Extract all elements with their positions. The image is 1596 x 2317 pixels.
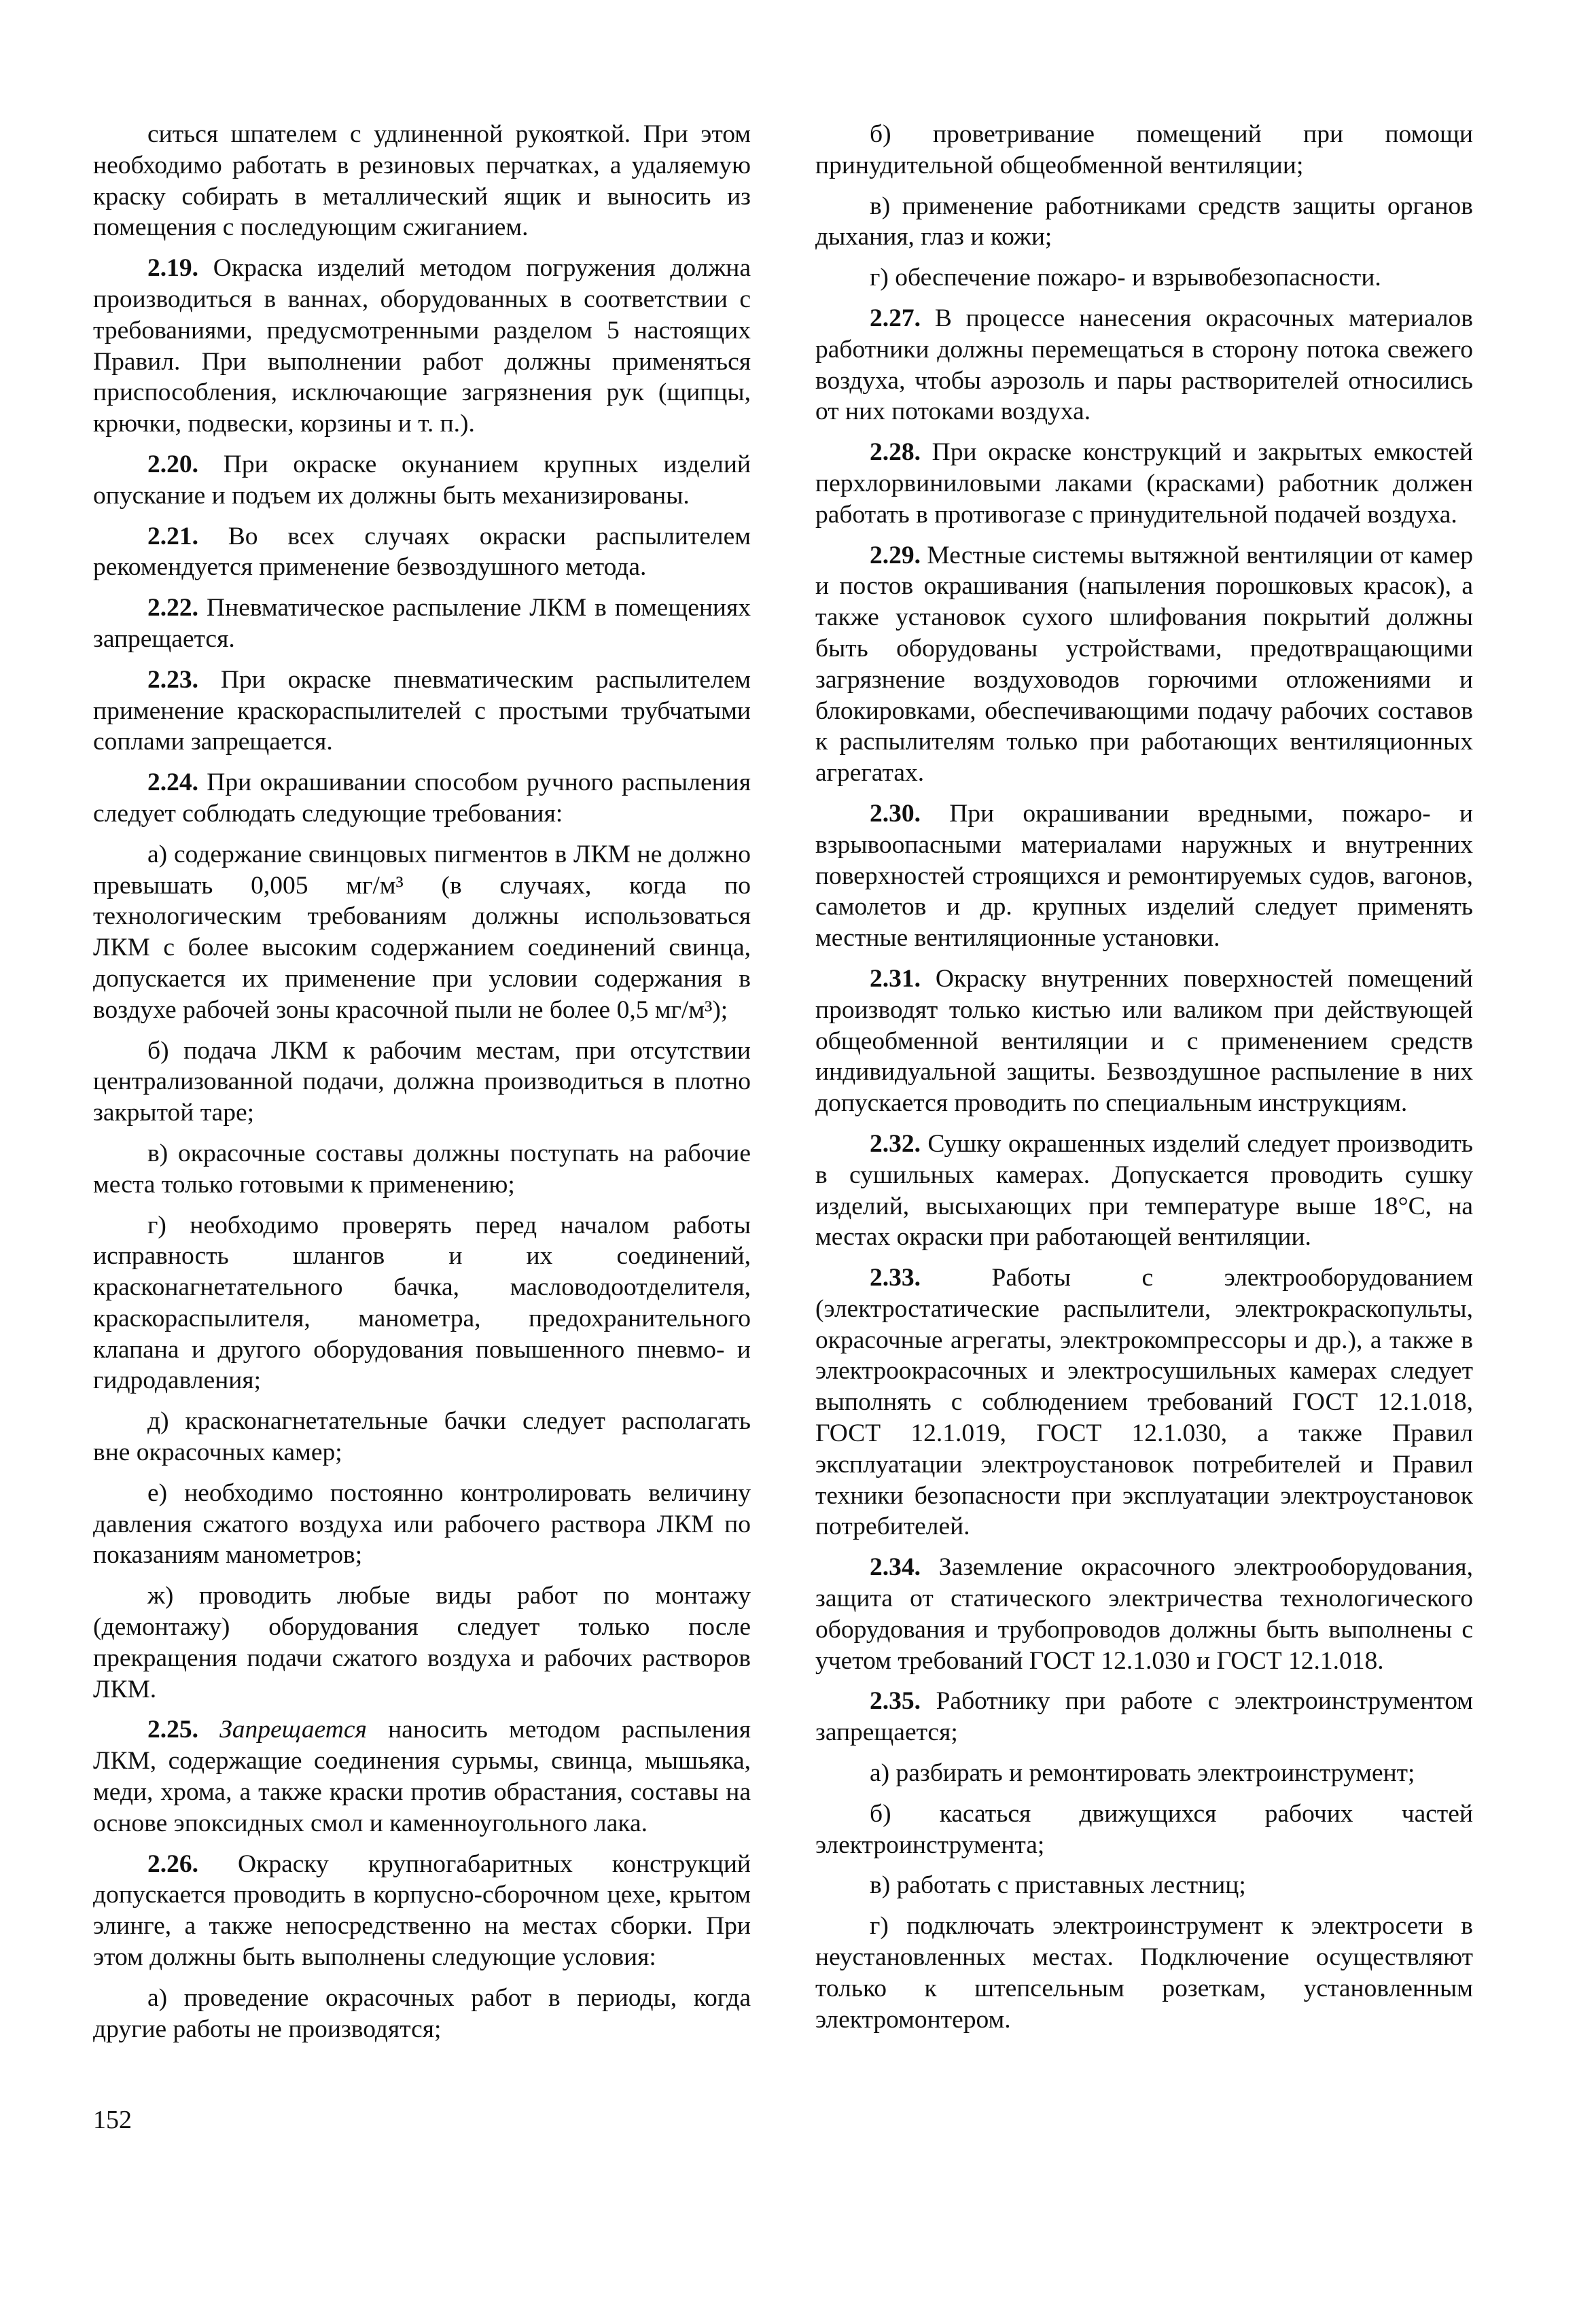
paragraph-text: а) разбирать и ремонтировать электроинструмент; xyxy=(870,1759,1415,1788)
clause-number: 2.33. xyxy=(870,1264,921,1292)
list-item xyxy=(815,262,1473,294)
list-item xyxy=(93,1580,751,1705)
paragraph-text: Окраску внутренних поверхностей помещений производят только кистью или валиком при действующей общеобменной вентиляции и с применением средств индивидуальной защиты. Безвоздушное распыление в них допускается проводить по специальным инструкциям. xyxy=(815,964,1473,1118)
paragraph-text: При окраске пневматическим распылителем применение краскораспылителей с простыми трубчатыми соплами запрещается. xyxy=(93,665,751,756)
clause-number: 2.29. xyxy=(870,541,921,569)
list-item xyxy=(93,839,751,1026)
paragraph-text: б) касаться движущихся рабочих частей электроинструмента; xyxy=(815,1799,1473,1859)
paragraph xyxy=(815,540,1473,789)
paragraph xyxy=(815,1686,1473,1748)
clause-number: 2.35. xyxy=(870,1687,921,1716)
clause-number: 2.26. xyxy=(147,1850,198,1878)
paragraph-text: г) подключать электроинструмент к электросети в неустановленных местах. Подключение осуществляют только к штепсельным розеткам, установленным электромонтером. xyxy=(815,1912,1473,2034)
clause-number: 2.20. xyxy=(147,450,198,478)
paragraph-text: Работнику при работе с электроинструментом запрещается; xyxy=(815,1687,1473,1747)
paragraph-text: Во всех случаях окраски распылителем рекомендуется применение безвоздушного метода. xyxy=(93,522,751,582)
left-column xyxy=(93,119,751,2103)
clause-number: 2.24. xyxy=(147,768,198,797)
list-item xyxy=(93,1983,751,2045)
paragraph xyxy=(93,119,751,243)
list-item xyxy=(93,1138,751,1201)
paragraph xyxy=(815,1262,1473,1542)
clause-number: 2.22. xyxy=(147,594,198,622)
paragraph xyxy=(93,449,751,512)
paragraph-text: е) необходимо постоянно контролировать величину давления сжатого воздуха или рабочего раствора ЛКМ по показаниям манометров; xyxy=(93,1479,751,1570)
paragraph-text: ж) проводить любые виды работ по монтажу (демонтажу) оборудования следует только после прекращения подачи сжатого воздуха и рабочих растворов ЛКМ. xyxy=(93,1582,751,1703)
paragraph-text: При окрашивании способом ручного распыления следует соблюдать следующие требования: xyxy=(93,768,751,828)
paragraph xyxy=(93,1714,751,1839)
paragraph-text: В процессе нанесения окрасочных материалов работники должны перемещаться в сторону потока свежего воздуха, чтобы аэрозоль и пары растворителей относились от них потоками воздуха. xyxy=(815,304,1473,426)
paragraph-text: Пневматическое распыление ЛКМ в помещениях запрещается. xyxy=(93,594,751,653)
paragraph xyxy=(93,1849,751,1973)
paragraph-text: в) работать с приставных лестниц; xyxy=(870,1871,1246,1900)
paragraph-text: При окраске конструкций и закрытых емкостей перхлорвиниловыми лаками (красками) работник должен работать в противогазе с принудительной подачей воздуха. xyxy=(815,438,1473,529)
paragraph-text: б) проветривание помещений при помощи принудительной общеобменной вентиляции; xyxy=(815,120,1473,179)
clause-number: 2.28. xyxy=(870,438,921,467)
paragraph-text: Окраску крупногабаритных конструкций допускается проводить в корпусно-сборочном цехе, крытом элинге, а также непосредственно на местах сборки. При этом должны быть выполнены следующие условия: xyxy=(93,1850,751,1972)
right-column xyxy=(815,119,1473,2103)
list-item xyxy=(815,191,1473,253)
paragraph-text: г) обеспечение пожаро- и взрывобезопасности. xyxy=(870,264,1381,292)
paragraph-text: При окраске окунанием крупных изделий опускание и подъем их должны быть механизированы. xyxy=(93,450,751,510)
paragraph-text: а) содержание свинцовых пигментов в ЛКМ не должно превышать 0,005 мг/м³ (в случаях, когда по технологическим требованиям должны использоваться ЛКМ с более высоким содержанием соединений свинца, допускается их применение при условии содержания в воздухе рабочей зоны красочной пыли не более 0,5 мг/м³); xyxy=(93,840,751,1024)
list-item xyxy=(815,1799,1473,1861)
paragraph-text: Работы с электрооборудованием (электростатические распылители, электрокраскопульты, окрасочные агрегаты, электрокомпрессоры и др.), а также в электроокрасочных и электросушильных камерах следует выполнять с соблюдением требований ГОСТ 12.1.018, ГОСТ 12.1.019, ГОСТ 12.1.030, а также Правил эксплуатации электроустановок потребителей и Правил техники безопасности при эксплуатации электроустановок потребителей. xyxy=(815,1264,1473,1541)
list-item xyxy=(815,1870,1473,1901)
list-item xyxy=(815,1911,1473,2035)
paragraph-text: в) окрасочные составы должны поступать на рабочие места только готовыми к применению; xyxy=(93,1139,751,1199)
clause-number: 2.25. xyxy=(147,1716,198,1744)
paragraph-text: Заземление окрасочного электрооборудования, защита от статического электричества технологического оборудования и трубопроводов должны быть выполнены с учетом требований ГОСТ 12.1.030 и ГОСТ 12.1.018. xyxy=(815,1553,1473,1675)
page-number: 152 xyxy=(93,2106,132,2134)
paragraph xyxy=(815,1552,1473,1676)
paragraph-text: ситься шпателем с удлиненной рукояткой. При этом необходимо работать в резиновых перчатках, а удаляемую краску собирать в металлический ящик и выносить из помещения с последующим сжиганием. xyxy=(93,120,751,242)
paragraph xyxy=(93,253,751,440)
paragraph-text: Местные системы вытяжной вентиляции от камер и постов окрашивания (напыления порошковых красок), а также установок сухого шлифования покрытий должны быть оборудованы устройствами, предотвращающими загрязнение воздуховодов горючими отложениями и блокировками, обеспечивающими подачу рабочих составов к распылителям только при работающих вентиляционных агрегатах. xyxy=(815,541,1473,788)
paragraph-text: а) проведение окрасочных работ в периоды, когда другие работы не производятся; xyxy=(93,1983,751,2043)
list-item xyxy=(93,1210,751,1397)
paragraph xyxy=(93,592,751,655)
clause-number: 2.30. xyxy=(870,799,921,828)
list-item xyxy=(815,119,1473,181)
list-item xyxy=(93,1478,751,1571)
emphasis-text: Запрещается xyxy=(198,1716,367,1744)
list-item xyxy=(93,1036,751,1129)
list-item xyxy=(93,1406,751,1468)
clause-number: 2.27. xyxy=(870,304,921,332)
paragraph-text: Окраска изделий методом погружения должна производиться в ваннах, оборудованных в соответствии с требованиями, предусмотренными разделом 5 настоящих Правил. При выполнении работ должны применяться приспособления, исключающие загрязнения рук (щипцы, крючки, подвески, корзины и т. п.). xyxy=(93,254,751,438)
paragraph xyxy=(815,303,1473,427)
paragraph-text: б) подача ЛКМ к рабочим местам, при отсутствии централизованной подачи, должна производиться в плотно закрытой таре; xyxy=(93,1036,751,1127)
paragraph-text: в) применение работниками средств защиты органов дыхания, глаз и кожи; xyxy=(815,192,1473,251)
paragraph-text: При окрашивании вредными, пожаро- и взрывоопасными материалами наружных и внутренних поверхностей строящихся и ремонтируемых судов, вагонов, самолетов и др. крупных изделий следует применять местные вентиляционные установки. xyxy=(815,799,1473,953)
list-item xyxy=(815,1758,1473,1789)
paragraph xyxy=(815,963,1473,1119)
paragraph-text: г) необходимо проверять перед началом работы исправность шлангов и их соединений, красконагнетательного бачка, масловодоотделителя, краскораспылителя, манометра, предохранительного клапана и другого оборудования повышенного пневмо- и гидродавления; xyxy=(93,1211,751,1395)
clause-number: 2.32. xyxy=(870,1129,921,1158)
clause-number: 2.31. xyxy=(870,964,921,993)
clause-number: 2.21. xyxy=(147,522,198,550)
paragraph xyxy=(815,798,1473,954)
paragraph-text: д) красконагнетательные бачки следует располагать вне окрасочных камер; xyxy=(93,1407,751,1467)
clause-number: 2.34. xyxy=(870,1553,921,1582)
paragraph xyxy=(93,521,751,584)
paragraph xyxy=(93,767,751,830)
clause-number: 2.19. xyxy=(147,254,198,283)
paragraph-text: Сушку окрашенных изделий следует производить в сушильных камерах. Допускается проводить сушку изделий, высыхающих при температуре выше 18°С, на местах окраски при работающей вентиляции. xyxy=(815,1129,1473,1252)
paragraph xyxy=(93,665,751,758)
paragraph xyxy=(815,1129,1473,1253)
clause-number: 2.23. xyxy=(147,665,198,694)
paragraph xyxy=(815,437,1473,530)
paragraph-text: наносить методом распыления ЛКМ, содержащие соединения сурьмы, свинца, мышьяка, меди, хрома, а также краски против обрастания, составы на основе эпоксидных смол и каменноугольного лака. xyxy=(93,1716,751,1837)
